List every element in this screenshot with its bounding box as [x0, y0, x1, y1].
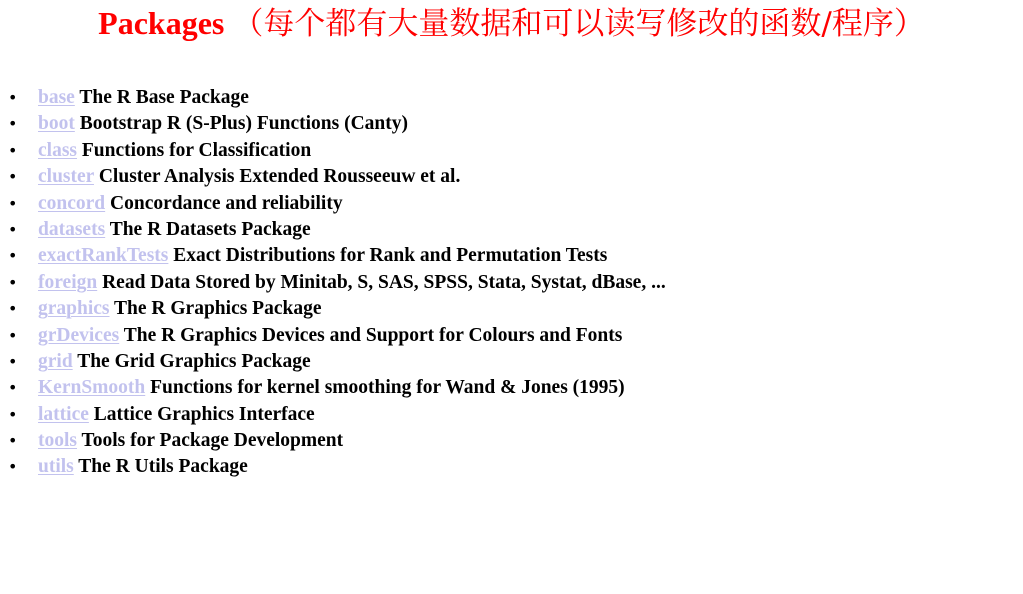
package-line [38, 243, 607, 269]
package-link[interactable]: boot [38, 113, 75, 135]
package-link[interactable]: graphics [38, 298, 110, 320]
package-link[interactable]: base [38, 87, 75, 108]
bullet-icon: • [8, 378, 18, 398]
bullet-icon: • [8, 167, 18, 187]
package-link[interactable]: utils [38, 456, 74, 478]
package-description: The Grid Graphics Package [77, 350, 311, 372]
package-line [38, 296, 322, 322]
package-line [38, 111, 408, 137]
package-line [38, 164, 460, 190]
package-line [38, 270, 666, 296]
package-description: Concordance and reliability [110, 192, 343, 214]
package-line [38, 323, 622, 349]
bullet-icon: • [8, 219, 18, 239]
package-description: The R Base Package [79, 87, 249, 108]
package-link[interactable]: KernSmooth [38, 377, 146, 399]
bullet-icon: • [8, 325, 18, 345]
bullet-icon: • [8, 140, 18, 160]
package-description: Bootstrap R (S-Plus) Functions (Canty) [79, 113, 408, 135]
package-line [38, 454, 248, 480]
package-description: Cluster Analysis Extended Rousseeuw et al. [98, 166, 461, 188]
package-line [38, 191, 343, 217]
package-description: Read Data Stored by Minitab, S, SAS, SPSS, Stata, Systat, dBase, ... [102, 271, 666, 293]
package-link[interactable]: lattice [38, 403, 89, 425]
package-link[interactable]: cluster [38, 166, 94, 188]
package-line [38, 402, 315, 428]
package-description: Functions for kernel smoothing for Wand & Jones (1995) [150, 377, 625, 399]
package-line [38, 428, 343, 454]
bullet-icon: • [8, 246, 18, 266]
title-chinese: （每个都有大量数据和可以读写修改的函数/程序） [232, 6, 925, 42]
bullet-icon: • [8, 351, 18, 371]
bullet-icon: • [8, 88, 18, 107]
package-link[interactable]: class [38, 139, 77, 161]
bullet-icon: • [8, 431, 18, 451]
package-description: The R Datasets Package [109, 218, 311, 240]
package-link[interactable]: datasets [38, 218, 106, 240]
bullet-icon: • [8, 299, 18, 319]
package-description: Exact Distributions for Rank and Permutation Tests [173, 245, 608, 267]
page-title [10, 0, 1013, 47]
package-link[interactable]: grDevices [38, 324, 120, 346]
package-link[interactable]: exactRankTests [38, 245, 169, 267]
package-link[interactable]: concord [38, 192, 106, 214]
bullet-icon: • [8, 404, 18, 424]
package-link[interactable]: foreign [38, 271, 98, 293]
package-line [38, 375, 625, 401]
bullet-icon: • [8, 114, 18, 134]
package-line [38, 138, 311, 164]
bullet-icon: • [8, 193, 18, 213]
package-description: Lattice Graphics Interface [93, 403, 315, 425]
package-link[interactable]: tools [38, 430, 77, 452]
title-english: Packages [98, 5, 225, 41]
package-line [38, 85, 249, 111]
package-description: The R Utils Package [78, 456, 248, 478]
bullet-icon: • [8, 457, 18, 477]
package-line [38, 349, 311, 375]
package-description: Tools for Package Development [81, 430, 344, 452]
package-link[interactable]: grid [38, 350, 73, 372]
package-line [38, 217, 311, 243]
package-description: Functions for Classification [81, 139, 312, 161]
package-description: The R Graphics Devices and Support for Colours and Fonts [123, 324, 623, 346]
package-description: The R Graphics Package [114, 298, 322, 320]
bullet-icon: • [8, 272, 18, 292]
